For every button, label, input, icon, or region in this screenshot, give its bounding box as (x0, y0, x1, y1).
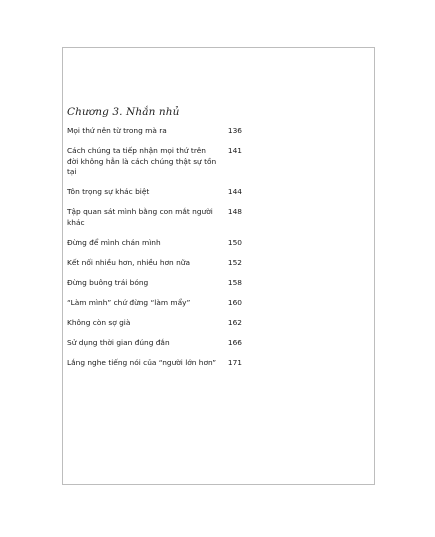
toc-entry-title: Mọi thứ nên từ trong mà ra (67, 126, 167, 135)
toc-entry (67, 358, 242, 369)
toc-entry-title: Tôn trọng sự khác biệt (67, 187, 150, 197)
toc-entry-title: Cách chúng ta tiếp nhận mọi thứ trên đời không hẳn là cách chúng thật sự tồn tại (67, 146, 217, 177)
toc-entry-title: Sử dụng thời gian đúng đắn (67, 338, 170, 348)
toc-entry-page: 160 (227, 298, 242, 308)
toc-entry-page: 171 (227, 358, 242, 368)
toc-entry-page: 158 (227, 278, 242, 288)
toc-entry-title: Lắng nghe tiếng nói của “người lớn hơn” (67, 358, 217, 368)
toc-entry-title: Đừng buông trái bóng (67, 278, 149, 288)
toc-entry (67, 258, 242, 269)
toc-entry-page: 150 (227, 237, 242, 247)
toc-entry (67, 126, 242, 137)
toc-entry (67, 318, 242, 329)
toc-entry (67, 146, 242, 178)
toc-entry-page: 166 (227, 338, 242, 348)
toc-entry-page: 148 (227, 207, 242, 217)
toc-entry (67, 238, 242, 249)
toc-entry-title: “Làm mình” chứ đừng “làm mẩy” (67, 298, 191, 308)
toc-entry (67, 338, 242, 349)
toc-entry-page: 144 (227, 187, 242, 197)
toc-entry (67, 278, 242, 289)
toc-entry (67, 187, 242, 198)
toc-entry-title: Đừng để mình chán mình (67, 237, 161, 247)
toc-entry-page: 141 (227, 146, 242, 156)
toc-entry-title: Không còn sợ già (67, 318, 131, 328)
toc-entry-page: 136 (227, 126, 242, 135)
toc-entry-page: 162 (227, 318, 242, 328)
toc-entry (67, 207, 242, 228)
toc-entry-page: 152 (227, 257, 242, 267)
chapter-title: Chương 3. Nhắn nhủ (67, 106, 180, 118)
table-of-contents (67, 126, 242, 379)
toc-entry-title: Tập quan sát mình bằng con mắt người khác (67, 207, 213, 227)
toc-entry (67, 298, 242, 309)
toc-entry-title: Kết nối nhiều hơn, nhiều hơn nữa (67, 257, 190, 267)
